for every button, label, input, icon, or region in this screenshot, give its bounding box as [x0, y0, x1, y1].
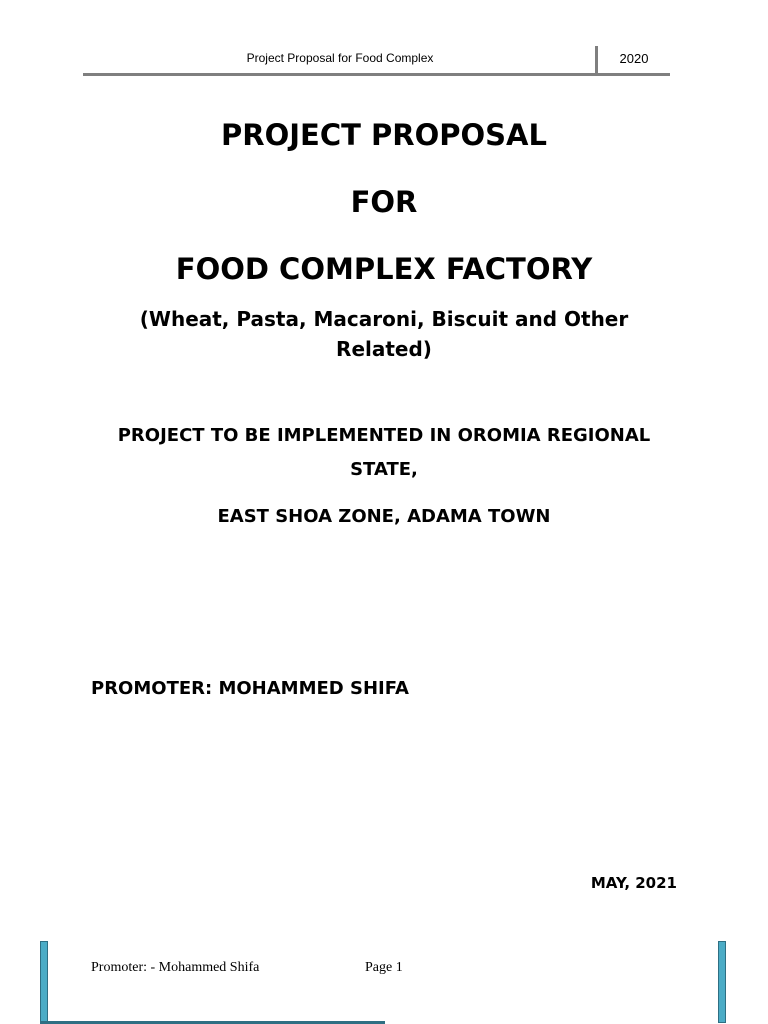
title-line-1: PROJECT PROPOSAL [221, 118, 547, 152]
footer-promoter: Promoter: - Mohammed Shifa [91, 960, 260, 975]
footer-left-bar [40, 941, 48, 1023]
promoter-name: PROMOTER: MOHAMMED SHIFA [91, 678, 409, 699]
footer-page-number: Page 1 [365, 960, 403, 975]
subtitle-line-2: Related) [336, 337, 432, 361]
header-title: Project Proposal for Food Complex [246, 51, 434, 65]
header-divider [595, 46, 598, 74]
document-date: MAY, 2021 [590, 874, 677, 892]
title-line-3: FOOD COMPLEX FACTORY [175, 252, 593, 286]
implementation-line-3: EAST SHOA ZONE, ADAMA TOWN [217, 506, 551, 527]
implementation-line-1: PROJECT TO BE IMPLEMENTED IN OROMIA REGIONAL [117, 425, 651, 446]
header-rule [83, 73, 670, 76]
subtitle-line-1: (Wheat, Pasta, Macaroni, Biscuit and Other [139, 307, 629, 331]
header-year: 2020 [619, 51, 649, 66]
title-line-2: FOR [350, 185, 418, 219]
implementation-line-2: STATE, [350, 459, 418, 480]
footer-right-bar [718, 941, 726, 1023]
